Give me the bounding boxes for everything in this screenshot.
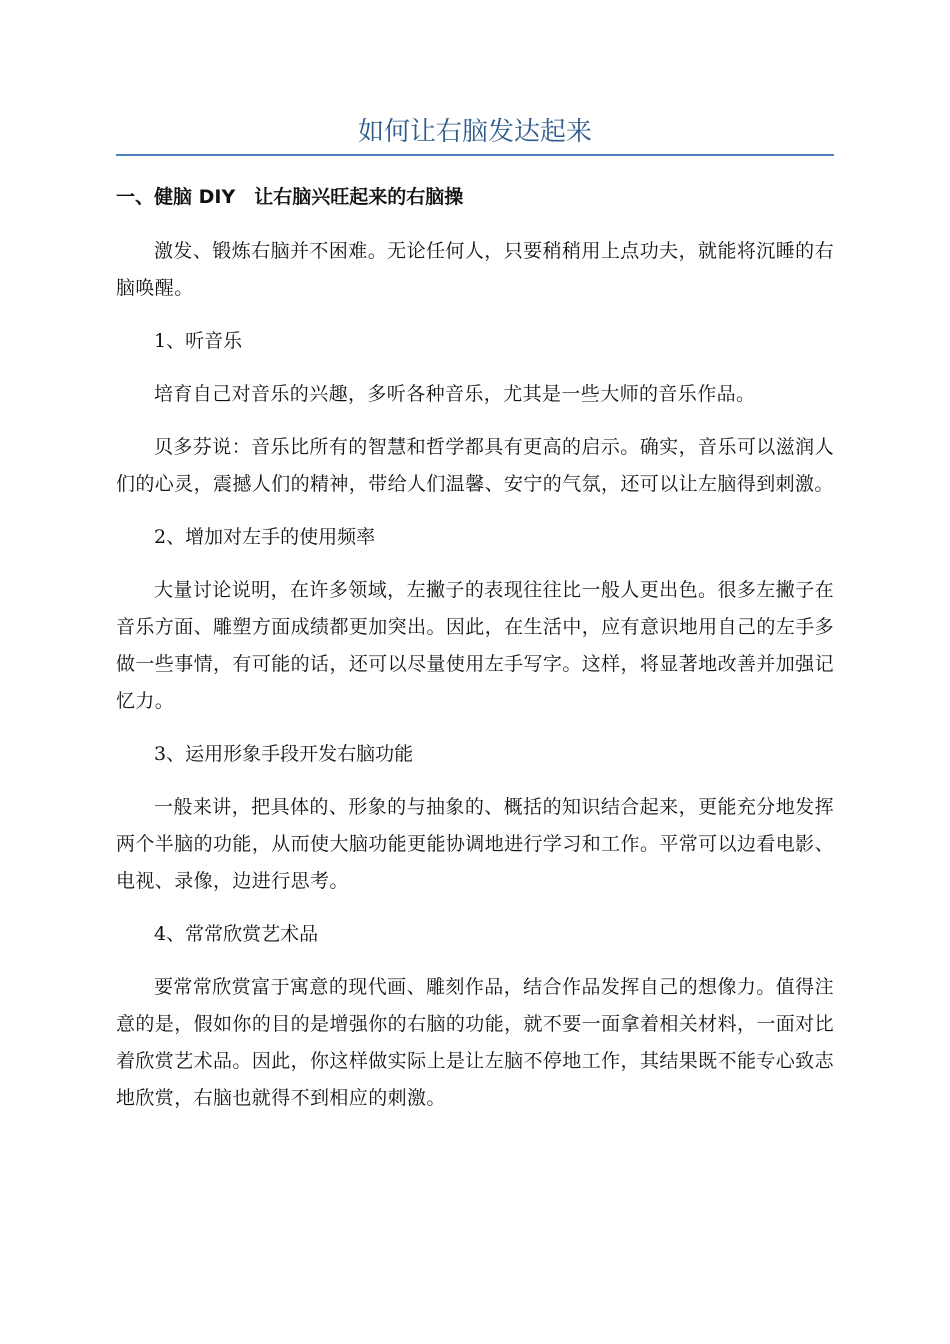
section-heading: 一、健脑 DIY 让右脑兴旺起来的右脑操 xyxy=(116,186,464,208)
subheading-art: 4、常常欣赏艺术品 xyxy=(154,923,319,945)
title-underline xyxy=(116,154,834,156)
paragraph: 贝多芬说：音乐比所有的智慧和哲学都具有更高的启示。确实，音乐可以滋润人们的心灵，震撼人们的精神，带给人们温馨、安宁的气氛，还可以让左脑得到刺激。 xyxy=(116,436,834,495)
paragraph: 培育自己对音乐的兴趣，多听各种音乐，尤其是一些大师的音乐作品。 xyxy=(154,383,756,405)
paragraph: 激发、锻炼右脑并不困难。无论任何人，只要稍稍用上点功夫，就能将沉睡的右脑唤醒。 xyxy=(116,240,834,299)
subheading-listen-music: 1、听音乐 xyxy=(154,330,243,352)
subheading-left-hand: 2、增加对左手的使用频率 xyxy=(154,526,376,548)
subheading-imagery: 3、运用形象手段开发右脑功能 xyxy=(154,743,414,765)
document-title: 如何让右脑发达起来 xyxy=(357,117,592,147)
document-body xyxy=(116,233,834,1133)
paragraph: 大量讨论说明，在许多领域，左撇子的表现往往比一般人更出色。很多左撇子在音乐方面、雕塑方面成绩都更加突出。因此，在生活中，应有意识地用自己的左手多做一些事情，有可能的话，还可以尽量使用左手写字。这样，将显著地改善并加强记忆力。 xyxy=(116,579,834,712)
paragraph: 一般来讲，把具体的、形象的与抽象的、概括的知识结合起来，更能充分地发挥两个半脑的功能，从而使大脑功能更能协调地进行学习和工作。平常可以边看电影、电视、录像，边进行思考。 xyxy=(116,796,834,892)
paragraph: 要常常欣赏富于寓意的现代画、雕刻作品，结合作品发挥自己的想像力。值得注意的是，假如你的目的是增强你的右脑的功能，就不要一面拿着相关材料，一面对比着欣赏艺术品。因此，你这样做实际上是让左脑不停地工作，其结果既不能专心致志地欣赏，右脑也就得不到相应的刺激。 xyxy=(116,976,834,1109)
